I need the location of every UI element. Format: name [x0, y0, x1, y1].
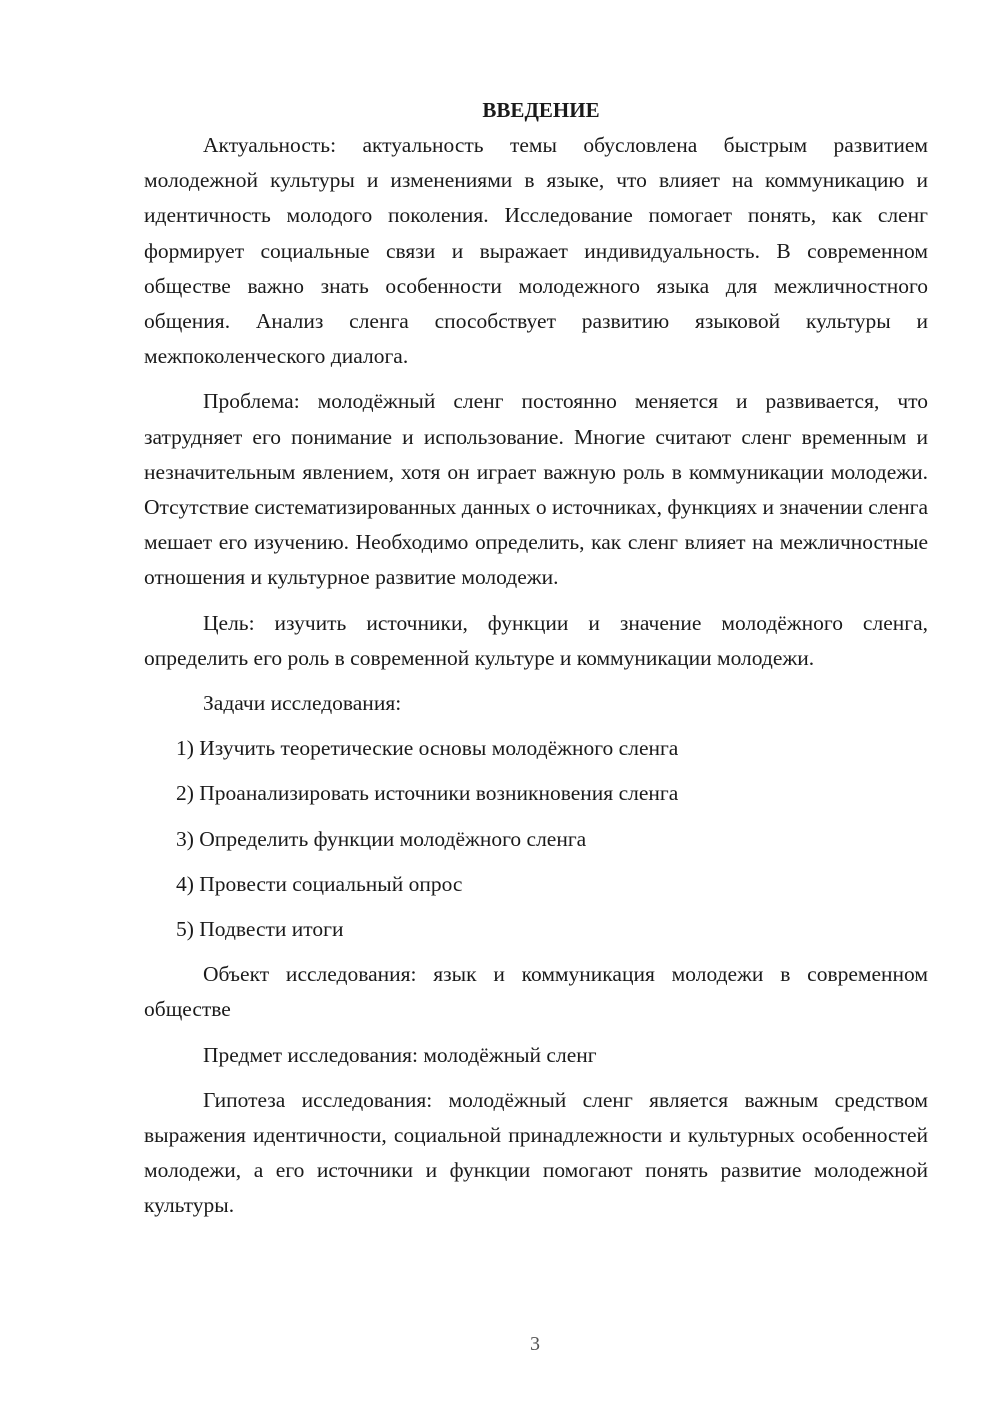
paragraph-subject: Предмет исследования: молодёжный сленг — [203, 1042, 597, 1067]
list-item: 4) Провести социальный опрос — [176, 871, 463, 896]
list-item: 5) Подвести итоги — [176, 917, 344, 942]
page-title: ВВЕДЕНИЕ — [482, 98, 600, 122]
list-item: 1) Изучить теоретические основы молодёжного сленга — [176, 736, 679, 761]
tasks-heading: Задачи исследования: — [203, 691, 402, 716]
paragraph-hypothesis: Гипотеза исследования: молодёжный сленг является важным средством выражения идентичности, социальной принадлежности и культурных особенностей молодежи, а его источники и функции помогают понять развитие молодежной культуры. — [144, 1087, 928, 1218]
paragraph-problem: Проблема: молодёжный сленг постоянно меняется и развивается, что затрудняет его понимание и использование. Многие считают сленг временным и незначительным явлением, хотя он играет важную роль в коммуникации молодежи. Отсутствие систематизированных данных о источниках, функциях и значении сленга мешает его изучению. Необходимо определить, как сленг влияет на межличностные отношения и культурное развитие молодежи. — [144, 389, 928, 590]
paragraph-goal: Цель: изучить источники, функции и значение молодёжного сленга, определить его роль в современной культуре и коммуникации молодежи. — [144, 610, 928, 670]
paragraph-object: Объект исследования: язык и коммуникация молодежи в современном обществе — [144, 962, 928, 1022]
list-item: 2) Проанализировать источники возникновения сленга — [176, 781, 679, 806]
paragraph-relevance: Актуальность: актуальность темы обусловлена быстрым развитием молодежной культуры и изменениями в языке, что влияет на коммуникацию и идентичность молодого поколения. Исследование помогает понять, как сленг формирует социальные связи и выражает индивидуальность. В современном обществе важно знать особенности молодежного языка для межличностного общения. Анализ сленга способствует развитию языковой культуры и межпоколенческого диалога. — [144, 133, 928, 369]
list-item: 3) Определить функции молодёжного сленга — [176, 826, 587, 851]
page-number: 3 — [530, 1333, 540, 1355]
tasks-list — [144, 731, 928, 947]
document-page — [144, 94, 928, 1234]
